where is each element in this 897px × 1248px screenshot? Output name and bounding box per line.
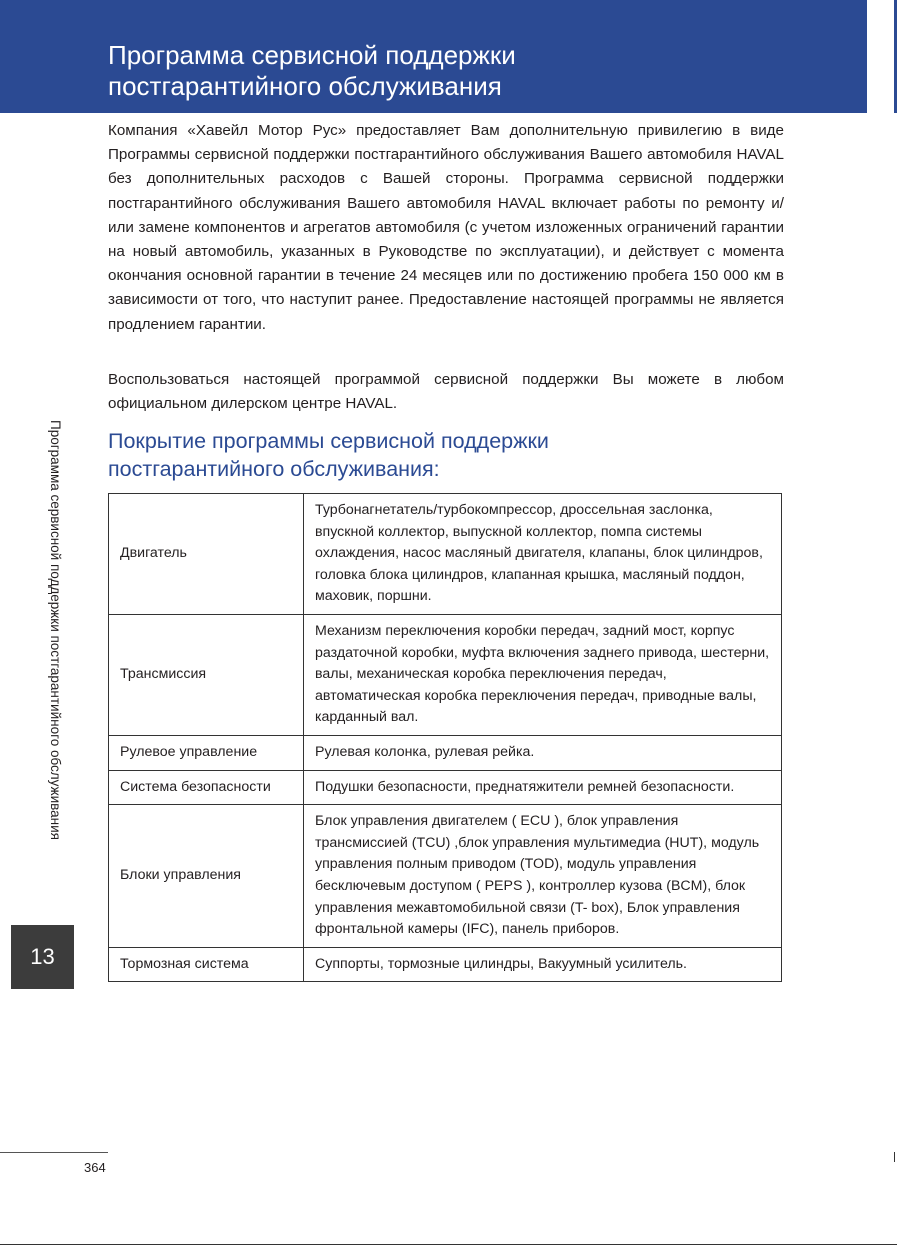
table-row (109, 770, 782, 805)
table-row (109, 947, 782, 982)
system-cell: Блоки управления (109, 805, 304, 948)
system-cell: Двигатель (109, 494, 304, 615)
table-row (109, 805, 782, 948)
page-title-line-2: постгарантийного обслуживания (108, 71, 502, 101)
coverage-table (108, 493, 782, 982)
system-cell: Рулевое управление (109, 735, 304, 770)
system-cell: Тормозная система (109, 947, 304, 982)
components-cell: Суппорты, тормозные цилиндры, Вакуумный усилитель. (304, 947, 782, 982)
page-bottom-rule (0, 1244, 897, 1245)
page-number: 364 (84, 1160, 106, 1175)
chapter-number-badge: 13 (11, 925, 74, 989)
components-cell: Турбонагнетатель/турбокомпрессор, дроссельная заслонка, впускной коллектор, выпускной коллектор, помпа системы охлаждения, насос масляный двигателя, клапаны, блок цилиндров, головка блока цилиндров, клапанная крышка, масляный поддон, маховик, поршни. (304, 494, 782, 615)
crop-mark (894, 1152, 895, 1162)
intro-paragraph-1: Компания «Хавейл Мотор Рус» предоставляет Вам дополнительную привилегию в виде Программы сервисной поддержки постгарантийного обслуживания Вашего автомобиля HAVAL без дополнительных расходов с Вашей стороны. Программа сервисной поддержки постгарантийного обслуживания Вашего автомобиля HAVAL включает работы по ремонту и/или замене компонентов и агрегатов автомобиля (с учетом изложенных ограничений гарантии на новый автомобиль, указанных в Руководстве по эксплуатации), и действует с момента окончания основной гарантии в течение 24 месяцев или по достижению пробега 150 000 км в зависимости от того, что наступит ранее. Предоставление настоящей программы не является продлением гарантии. (108, 122, 784, 333)
section-title-line-1: Покрытие программы сервисной поддержки (108, 429, 549, 453)
section-title (108, 427, 808, 483)
page-title-line-1: Программа сервисной поддержки (108, 40, 516, 70)
components-cell: Блок управления двигателем ( ECU ), блок управления трансмиссией (TCU) ,блок управления мультимедиа (HUT), модуль управления полным приводом (TOD), модуль управления бесключевым доступом ( PEPS ), контроллер кузова (BCM), блок управления межавтомобильной связи (T- box), Блок управления фронтальной камеры (IFC), панель приборов. (304, 805, 782, 948)
system-cell: Система безопасности (109, 770, 304, 805)
section-title-line-2: постгарантийного обслуживания: (108, 457, 440, 481)
intro-paragraph-2: Воспользоваться настоящей программой сервисной поддержки Вы можете в любом официальном дилерском центре HAVAL. (108, 371, 784, 413)
table-row (109, 735, 782, 770)
components-cell: Подушки безопасности, преднатяжители ремней безопасности. (304, 770, 782, 805)
system-cell: Трансмиссия (109, 614, 304, 735)
chapter-side-label (47, 420, 67, 920)
page-title (108, 40, 848, 102)
components-cell: Рулевая колонка, рулевая рейка. (304, 735, 782, 770)
footer-rule (0, 1152, 108, 1153)
table-row (109, 614, 782, 735)
components-cell: Механизм переключения коробки передач, задний мост, корпус раздаточной коробки, муфта включения заднего привода, шестерни, валы, механическая коробка переключения передач, автоматическая коробка переключения передач, приводные валы, карданный вал. (304, 614, 782, 735)
table-row (109, 494, 782, 615)
chapter-side-label-text: Программа сервисной поддержки постгарантийного обслуживания (48, 420, 63, 840)
